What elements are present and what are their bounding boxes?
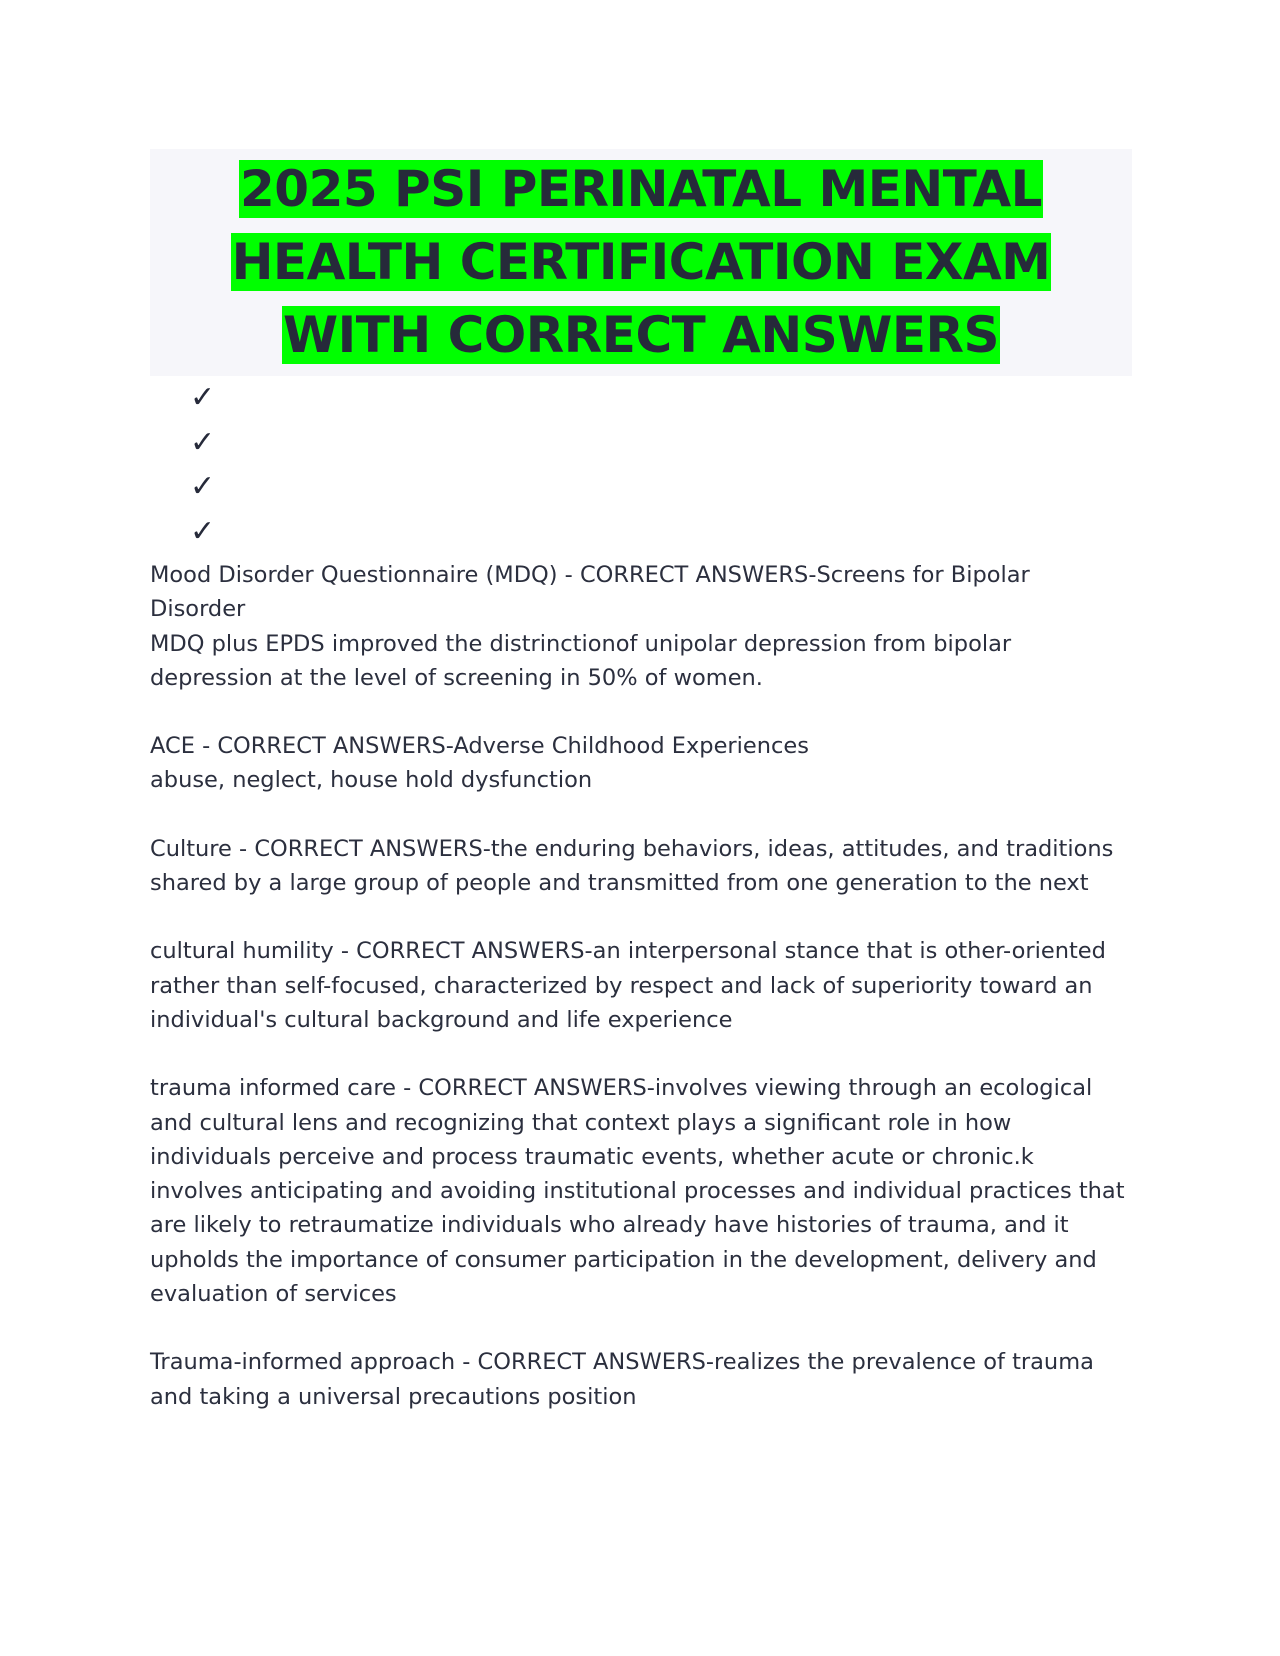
document-page <box>150 149 1132 1448</box>
title-block <box>150 149 1132 376</box>
checkmark-icon: ✓ <box>190 424 216 460</box>
document-title <box>154 153 1128 372</box>
qa-entry-trauma-informed-approach: Trauma-informed approach - CORRECT ANSWERS-realizes the prevalence of trauma and taking a universal precautions position <box>150 1349 1094 1410</box>
qa-entry-ace: ACE - CORRECT ANSWERS-Adverse Childhood Experiences abuse, neglect, house hold dysfunction <box>150 733 809 794</box>
qa-entry-trauma-informed-care: trauma informed care - CORRECT ANSWERS-involves viewing through an ecological and cultural lens and recognizing that context plays a significant role in how individuals perceive and process traumatic events, whether acute or chronic.k involves anticipating and avoiding institutional processes and individual practices that are likely to retraumatize individuals who already have histories of trauma, and it upholds the importance of consumer participation in the development, delivery and evaluation of services <box>150 1075 1125 1308</box>
checkmark-icon: ✓ <box>190 513 216 549</box>
title-highlight: 2025 PSI PERINATAL MENTAL HEALTH CERTIFICATION EXAM WITH CORRECT ANSWERS <box>231 160 1051 364</box>
qa-entry-culture: Culture - CORRECT ANSWERS-the enduring behaviors, ideas, attitudes, and traditions shared by a large group of people and transmitted from one generation to the next <box>150 835 1114 897</box>
checkmark-list <box>150 376 1132 554</box>
qa-entry-cultural-humility: cultural humility - CORRECT ANSWERS-an interpersonal stance that is other-oriented rather than self-focused, characterized by respect and lack of superiority toward an individual's cultural background and life experience <box>150 938 1106 1033</box>
checkmark-icon: ✓ <box>190 469 216 504</box>
checkmark-icon: ✓ <box>190 380 216 415</box>
qa-entry-mdq: Mood Disorder Questionnaire (MDQ) - CORRECT ANSWERS-Screens for Bipolar Disorder MDQ plus EPDS improved the distrinctionof unipolar depression from bipolar depression at the level of screening in 50% of women. <box>150 562 1030 691</box>
qa-entries <box>150 558 1132 1414</box>
